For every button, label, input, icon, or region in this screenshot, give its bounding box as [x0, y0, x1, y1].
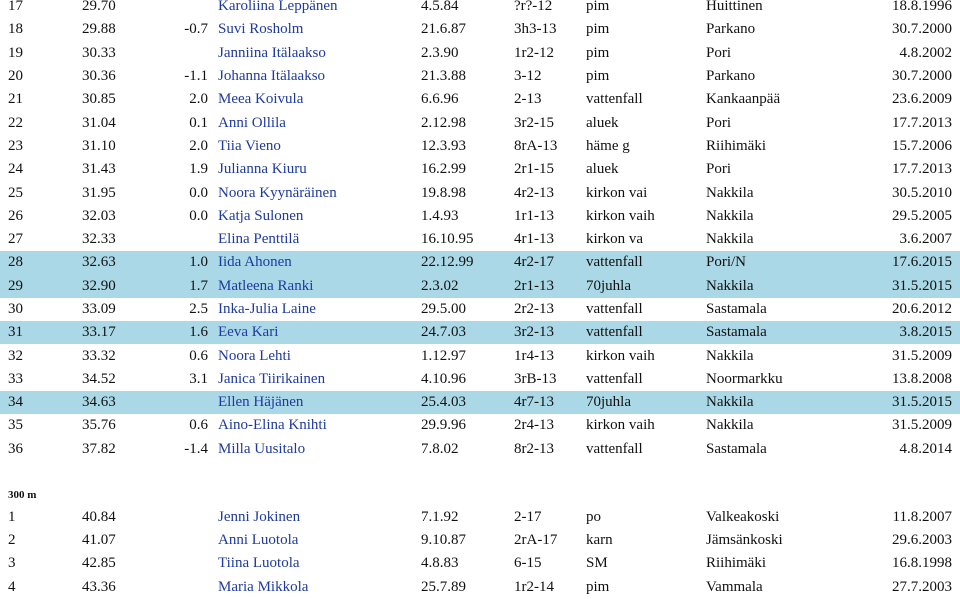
- table-row: [0, 576, 960, 599]
- time-cell: 32.90: [82, 275, 142, 298]
- wind-cell: 1.6: [142, 321, 214, 344]
- time-cell: 30.36: [82, 68, 116, 85]
- date-cell: 17.7.2013: [892, 161, 952, 178]
- venue-cell: Parkano: [706, 21, 756, 38]
- grade-cell: 4r1-13: [514, 231, 554, 248]
- club-cell: 70juhla: [586, 275, 706, 298]
- club-cell: po: [586, 509, 601, 526]
- rank-cell: 28: [0, 251, 82, 274]
- birthdate-cell: 25.7.89: [421, 578, 466, 595]
- wind-cell: 0.0: [189, 207, 208, 224]
- birthdate-cell: 21.3.88: [421, 68, 466, 85]
- time-cell: 35.76: [82, 417, 116, 434]
- venue-cell: Pori/N: [706, 251, 836, 274]
- rank-cell: 18: [8, 21, 23, 38]
- table-row: [0, 111, 960, 134]
- venue-cell: Valkeakoski: [706, 509, 780, 526]
- table-row: [0, 414, 960, 437]
- date-cell: 30.7.2000: [892, 21, 952, 38]
- date-cell: 3.6.2007: [899, 231, 952, 248]
- athlete-name-cell: Tiia Vieno: [218, 137, 281, 154]
- rank-cell: 27: [8, 231, 23, 248]
- wind-cell: [142, 228, 214, 251]
- table-row: [0, 135, 960, 158]
- wind-cell: 0.1: [189, 114, 208, 131]
- date-cell: 27.7.2003: [892, 578, 952, 595]
- club-cell: vattenfall: [586, 321, 706, 344]
- time-cell: 32.03: [82, 207, 116, 224]
- venue-cell: Nakkila: [706, 417, 754, 434]
- grade-cell: 3-12: [514, 68, 542, 85]
- rank-cell: 4: [8, 578, 16, 595]
- athlete-name-cell: Jenni Jokinen: [218, 509, 301, 526]
- wind-cell: 3.1: [189, 370, 208, 387]
- venue-cell: Pori: [706, 44, 732, 61]
- wind-cell: 1.9: [189, 161, 208, 178]
- club-cell: aluek: [586, 114, 619, 131]
- time-cell: 37.82: [82, 440, 116, 457]
- athlete-name-cell: Matleena Ranki: [214, 275, 421, 298]
- rank-cell: 34: [0, 391, 82, 414]
- date-cell: 20.6.2012: [892, 301, 952, 317]
- club-cell: kirkon va: [586, 231, 644, 248]
- venue-cell: Parkano: [706, 68, 756, 85]
- grade-cell: 1r2-12: [514, 44, 554, 61]
- time-cell: 34.63: [82, 391, 142, 414]
- time-cell: 32.63: [82, 251, 142, 274]
- birthdate-cell: 19.8.98: [421, 184, 466, 201]
- table-row: [0, 344, 960, 367]
- grade-cell: 4r2-17: [514, 251, 586, 274]
- birthdate-cell: 4.5.84: [421, 0, 459, 15]
- date-cell: 23.6.2009: [892, 91, 952, 108]
- birthdate-cell: 16.10.95: [421, 231, 474, 248]
- athlete-name-cell: Eeva Kari: [214, 321, 421, 344]
- venue-cell: Riihimäki: [706, 137, 766, 154]
- grade-cell: 1r2-14: [514, 578, 554, 595]
- grade-cell: 2r2-13: [514, 301, 554, 317]
- venue-cell: Sastamala: [706, 321, 836, 344]
- date-cell: 16.8.1998: [892, 555, 952, 572]
- wind-cell: -1.1: [184, 68, 208, 85]
- table-row: [0, 228, 960, 251]
- club-cell: pim: [586, 44, 610, 61]
- date-cell: 31.5.2015: [836, 391, 960, 414]
- wind-cell: [142, 506, 214, 529]
- table-row: [0, 42, 960, 65]
- wind-cell: [142, 529, 214, 552]
- club-cell: karn: [586, 532, 613, 549]
- grade-cell: 2r1-13: [514, 275, 586, 298]
- wind-cell: [142, 42, 214, 65]
- section-header-300m: 300 m: [8, 489, 37, 501]
- venue-cell: Kankaanpää: [706, 91, 781, 108]
- time-cell: 32.33: [82, 231, 116, 248]
- wind-cell: 1.7: [142, 275, 214, 298]
- time-cell: 40.84: [82, 509, 116, 526]
- time-cell: 30.33: [82, 44, 116, 61]
- club-cell: kirkon vaih: [586, 347, 655, 364]
- birthdate-cell: 29.9.96: [421, 417, 466, 434]
- club-cell: vattenfall: [586, 440, 643, 457]
- club-cell: SM: [586, 555, 608, 572]
- wind-cell: 0.6: [189, 347, 208, 364]
- birthdate-cell: 12.3.93: [421, 137, 466, 154]
- athlete-name-cell: Inka-Julia Laine: [218, 301, 316, 317]
- table-row: [0, 438, 960, 461]
- grade-cell: 8rA-13: [514, 137, 558, 154]
- venue-cell: Nakkila: [706, 347, 754, 364]
- time-cell: 41.07: [82, 532, 116, 549]
- date-cell: 15.7.2006: [892, 137, 952, 154]
- date-cell: 31.5.2009: [892, 347, 952, 364]
- rank-cell: 21: [8, 91, 23, 108]
- date-cell: 4.8.2014: [899, 440, 952, 457]
- venue-cell: Noormarkku: [706, 370, 783, 387]
- birthdate-cell: 7.8.02: [421, 440, 459, 457]
- rank-cell: 32: [8, 347, 23, 364]
- athlete-name-cell: Katja Sulonen: [218, 207, 304, 224]
- athlete-name-cell: Iida Ahonen: [214, 251, 421, 274]
- date-cell: 4.8.2002: [899, 44, 952, 61]
- birthdate-cell: 4.10.96: [421, 370, 466, 387]
- date-cell: 29.6.2003: [892, 532, 952, 549]
- club-cell: kirkon vai: [586, 184, 648, 201]
- grade-cell: 3rB-13: [514, 370, 557, 387]
- time-cell: 31.10: [82, 137, 116, 154]
- birthdate-cell: 1.4.93: [421, 207, 459, 224]
- grade-cell: 4r2-13: [514, 184, 554, 201]
- grade-cell: 4r7-13: [514, 391, 586, 414]
- venue-cell: Nakkila: [706, 275, 836, 298]
- table-row: [0, 88, 960, 111]
- club-cell: kirkon vaih: [586, 417, 655, 434]
- grade-cell: 6-15: [514, 555, 542, 572]
- club-cell: pim: [586, 68, 610, 85]
- birthdate-cell: 7.1.92: [421, 509, 459, 526]
- venue-cell: Pori: [706, 161, 732, 178]
- grade-cell: ?r?-12: [514, 0, 553, 15]
- grade-cell: 2-13: [514, 91, 542, 108]
- date-cell: 31.5.2015: [836, 275, 960, 298]
- table-row: [0, 0, 960, 18]
- table-row: [0, 298, 960, 321]
- athlete-name-cell: Noora Lehti: [218, 347, 291, 364]
- venue-cell: Sastamala: [706, 301, 767, 317]
- athlete-name-cell: Meea Koivula: [218, 91, 304, 108]
- club-cell: kirkon vaih: [586, 207, 655, 224]
- date-cell: 30.7.2000: [892, 68, 952, 85]
- athlete-name-cell: Maria Mikkola: [218, 578, 309, 595]
- birthdate-cell: 29.5.00: [421, 301, 466, 317]
- club-cell: pim: [586, 578, 610, 595]
- rank-cell: 33: [8, 370, 23, 387]
- athlete-name-cell: Aino-Elina Knihti: [218, 417, 327, 434]
- time-cell: 42.85: [82, 555, 116, 572]
- wind-cell: 2.5: [189, 301, 208, 317]
- table-row: [0, 506, 960, 529]
- wind-cell: [142, 0, 214, 18]
- club-cell: aluek: [586, 161, 619, 178]
- athlete-name-cell: Tiina Luotola: [218, 555, 300, 572]
- table-row: [0, 158, 960, 181]
- rank-cell: 22: [8, 114, 23, 131]
- date-cell: 3.8.2015: [836, 321, 960, 344]
- athlete-name-cell: Julianna Kiuru: [218, 161, 307, 178]
- time-cell: 29.88: [82, 21, 116, 38]
- grade-cell: 2r4-13: [514, 417, 554, 434]
- date-cell: 30.5.2010: [892, 184, 952, 201]
- venue-cell: Riihimäki: [706, 555, 766, 572]
- athlete-name-cell: Janniina Itälaakso: [218, 44, 326, 61]
- table-row: [0, 18, 960, 41]
- date-cell: 17.6.2015: [836, 251, 960, 274]
- table-row: [0, 552, 960, 575]
- table-row: [0, 65, 960, 88]
- wind-cell: -1.4: [184, 440, 208, 457]
- birthdate-cell: 2.12.98: [421, 114, 466, 131]
- grade-cell: 2rA-17: [514, 532, 558, 549]
- venue-cell: Nakkila: [706, 207, 754, 224]
- venue-cell: Nakkila: [706, 391, 836, 414]
- table-row: [0, 251, 960, 274]
- time-cell: 29.70: [82, 0, 116, 15]
- time-cell: 33.32: [82, 347, 116, 364]
- athlete-name-cell: Ellen Häjänen: [214, 391, 421, 414]
- wind-cell: [142, 552, 214, 575]
- table-row: [0, 391, 960, 414]
- rank-cell: 29: [0, 275, 82, 298]
- club-cell: pim: [586, 0, 610, 15]
- athlete-name-cell: Elina Penttilä: [218, 231, 300, 248]
- birthdate-cell: 2.3.90: [421, 44, 459, 61]
- venue-cell: Sastamala: [706, 440, 767, 457]
- grade-cell: 1r4-13: [514, 347, 554, 364]
- table-row: [0, 321, 960, 344]
- rank-cell: 26: [8, 207, 23, 224]
- rank-cell: 17: [8, 0, 23, 15]
- date-cell: 18.8.1996: [892, 0, 952, 15]
- venue-cell: Vammala: [706, 578, 763, 595]
- time-cell: 31.95: [82, 184, 116, 201]
- club-cell: häme g: [586, 137, 630, 154]
- grade-cell: 3r2-13: [514, 321, 586, 344]
- wind-cell: [142, 391, 214, 414]
- rank-cell: 3: [8, 555, 16, 572]
- rank-cell: 1: [8, 509, 16, 526]
- time-cell: 31.43: [82, 161, 116, 178]
- venue-cell: Nakkila: [706, 231, 754, 248]
- grade-cell: 2-17: [514, 509, 542, 526]
- athlete-name-cell: Milla Uusitalo: [218, 440, 306, 457]
- grade-cell: 3r2-15: [514, 114, 554, 131]
- rank-cell: 36: [8, 440, 23, 457]
- date-cell: 17.7.2013: [892, 114, 952, 131]
- time-cell: 33.09: [82, 301, 116, 317]
- time-cell: 30.85: [82, 91, 116, 108]
- athlete-name-cell: Janica Tiirikainen: [218, 370, 326, 387]
- athlete-name-cell: Anni Luotola: [218, 532, 299, 549]
- birthdate-cell: 2.3.02: [421, 275, 514, 298]
- birthdate-cell: 1.12.97: [421, 347, 466, 364]
- rank-cell: 31: [0, 321, 82, 344]
- wind-cell: 2.0: [189, 91, 208, 108]
- athlete-name-cell: Suvi Rosholm: [218, 21, 304, 38]
- date-cell: 31.5.2009: [892, 417, 952, 434]
- birthdate-cell: 9.10.87: [421, 532, 466, 549]
- table-row: [0, 205, 960, 228]
- wind-cell: 2.0: [189, 137, 208, 154]
- rank-cell: 20: [8, 68, 23, 85]
- club-cell: vattenfall: [586, 301, 643, 317]
- venue-cell: Jämsänkoski: [706, 532, 783, 549]
- wind-cell: 1.0: [142, 251, 214, 274]
- athlete-name-cell: Karoliina Leppänen: [218, 0, 338, 15]
- venue-cell: Huittinen: [706, 0, 763, 15]
- time-cell: 33.17: [82, 321, 142, 344]
- birthdate-cell: 25.4.03: [421, 391, 514, 414]
- wind-cell: 0.6: [189, 417, 208, 434]
- birthdate-cell: 22.12.99: [421, 251, 514, 274]
- date-cell: 11.8.2007: [892, 509, 952, 526]
- birthdate-cell: 21.6.87: [421, 21, 466, 38]
- table-row: [0, 181, 960, 204]
- club-cell: vattenfall: [586, 370, 643, 387]
- club-cell: 70juhla: [586, 391, 706, 414]
- wind-cell: -0.7: [184, 21, 208, 38]
- birthdate-cell: 6.6.96: [421, 91, 459, 108]
- rank-cell: 2: [8, 532, 16, 549]
- club-cell: pim: [586, 21, 610, 38]
- rank-cell: 23: [8, 137, 23, 154]
- rank-cell: 25: [8, 184, 23, 201]
- wind-cell: [142, 576, 214, 599]
- rank-cell: 35: [8, 417, 23, 434]
- birthdate-cell: 4.8.83: [421, 555, 459, 572]
- time-cell: 43.36: [82, 578, 116, 595]
- date-cell: 13.8.2008: [892, 370, 952, 387]
- grade-cell: 1r1-13: [514, 207, 554, 224]
- venue-cell: Pori: [706, 114, 732, 131]
- rank-cell: 30: [8, 301, 23, 317]
- rank-cell: 24: [8, 161, 23, 178]
- birthdate-cell: 16.2.99: [421, 161, 466, 178]
- date-cell: 29.5.2005: [892, 207, 952, 224]
- table-row: [0, 275, 960, 298]
- birthdate-cell: 24.7.03: [421, 321, 514, 344]
- rank-cell: 19: [8, 44, 23, 61]
- grade-cell: 2r1-15: [514, 161, 554, 178]
- time-cell: 34.52: [82, 370, 116, 387]
- table-row: [0, 529, 960, 552]
- grade-cell: 3h3-13: [514, 21, 557, 38]
- grade-cell: 8r2-13: [514, 440, 554, 457]
- athlete-name-cell: Noora Kyynäräinen: [218, 184, 337, 201]
- athlete-name-cell: Johanna Itälaakso: [218, 68, 326, 85]
- time-cell: 31.04: [82, 114, 116, 131]
- table-row: [0, 368, 960, 391]
- venue-cell: Nakkila: [706, 184, 754, 201]
- wind-cell: 0.0: [189, 184, 208, 201]
- results-table-300m: [0, 506, 960, 599]
- athlete-name-cell: Anni Ollila: [218, 114, 286, 131]
- club-cell: vattenfall: [586, 251, 706, 274]
- club-cell: vattenfall: [586, 91, 643, 108]
